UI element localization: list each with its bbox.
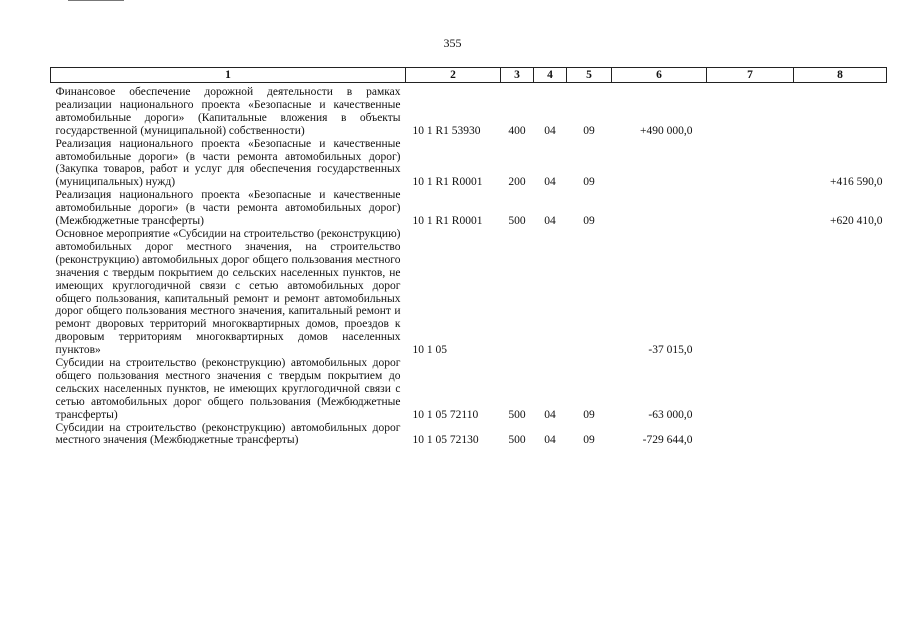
row-col-4: 04: [544, 124, 556, 137]
row-col-5: 09: [583, 176, 595, 189]
page-number: 355: [443, 36, 462, 50]
table-row: [51, 422, 887, 448]
row-col-5: 09: [583, 408, 595, 421]
row-col-4: 04: [544, 408, 556, 421]
header-col-6: 6: [612, 68, 707, 83]
row-col-6: +490 000,0: [640, 124, 693, 137]
row-col-7: [707, 228, 794, 357]
table-row: [51, 138, 887, 190]
row-col-7: [707, 422, 794, 448]
table-row: [51, 86, 887, 138]
row-description: Основное мероприятие «Субсидии на строительство (реконструкцию) автомобильных дорог местного значения, на строительство (реконструкцию) автомобильных дорог общего пользования местного значения с твердым покрытием до сельских населенных пунктов, не имеющих круглогодичной связи с сетью автомобильных дорог общего пользования, капитальный ремонт и ремонт автомобильных дорог общего пользования местного значения, капитальный ремонт и ремонт дворовых территорий многоквартирных домов, проездов к дворовым территориям многоквартирных домов населенных пунктов»: [55, 227, 401, 357]
row-code: 10 1 R1 R0001: [412, 215, 483, 228]
row-description: Субсидии на строительство (реконструкцию) автомобильных дорог местного значения (Межбюджетные трансферты): [55, 421, 401, 447]
table-row: [51, 228, 887, 357]
row-col-7: [707, 138, 794, 190]
row-col-5: 09: [583, 124, 595, 137]
row-description: Субсидии на строительство (реконструкцию) автомобильных дорог общего пользования местного значения с твердым покрытием до сельских населенных пунктов, не имеющих круглогодичной связи с сетью автомобильных дорог общего пользования (Межбюджетные трансферты): [55, 357, 401, 421]
header-col-7: 7: [707, 68, 794, 83]
row-code: 10 1 05 72110: [412, 408, 479, 421]
table-row: [51, 189, 887, 228]
top-scan-mark: [68, 0, 124, 1]
header-col-2: 2: [406, 68, 501, 83]
row-col-5: 09: [583, 215, 595, 228]
row-code: 10 1 R1 R0001: [412, 176, 483, 189]
row-col-7: [707, 86, 794, 138]
row-col-7: [707, 189, 794, 228]
row-col-4: 04: [544, 215, 556, 228]
row-col-5: 09: [583, 434, 595, 447]
header-col-8: 8: [794, 68, 887, 83]
table-header-row: [51, 68, 887, 83]
header-col-1: 1: [51, 68, 406, 83]
row-col-4: 04: [544, 176, 556, 189]
row-col-3: 500: [508, 215, 526, 228]
row-col-7: [707, 357, 794, 422]
row-col-6: -729 644,0: [642, 434, 693, 447]
row-col-3: 500: [508, 434, 526, 447]
row-col-6: -37 015,0: [648, 344, 693, 357]
row-col-6: [612, 138, 707, 190]
row-col-3: 500: [508, 408, 526, 421]
row-code: 10 1 R1 53930: [412, 124, 481, 137]
row-description: Финансовое обеспечение дорожной деятельности в рамках реализации национального проекта «Безопасные и качественные автомобильные дороги» (Капитальные вложения в объекты государственной (муниципальной) собственности): [55, 86, 401, 137]
row-col-8: +620 410,0: [830, 215, 883, 228]
row-col-8: [794, 357, 887, 422]
row-col-6: -63 000,0: [648, 408, 693, 421]
table-row: [51, 357, 887, 422]
row-col-3: 200: [508, 176, 526, 189]
row-description: Реализация национального проекта «Безопасные и качественные автомобильные дороги» (в части ремонта автомобильных дорог) (Закупка товаров, работ и услуг для обеспечения государственных (муниципальных) нужд): [55, 137, 401, 189]
row-code: 10 1 05 72130: [412, 434, 479, 447]
header-col-3: 3: [501, 68, 534, 83]
row-col-3: 400: [508, 124, 526, 137]
row-col-4: 04: [544, 434, 556, 447]
budget-table: [50, 67, 887, 447]
row-col-8: [794, 422, 887, 448]
row-col-4: [534, 228, 567, 357]
header-col-4: 4: [534, 68, 567, 83]
header-col-5: 5: [567, 68, 612, 83]
row-col-5: [567, 228, 612, 357]
row-col-8: [794, 86, 887, 138]
row-col-3: [501, 228, 534, 357]
row-code: 10 1 05: [412, 344, 447, 357]
row-description: Реализация национального проекта «Безопасные и качественные автомобильные дороги» (в части ремонта автомобильных дорог) (Межбюджетные трансферты): [55, 189, 401, 228]
row-col-8: [794, 228, 887, 357]
row-col-6: [612, 189, 707, 228]
row-col-8: +416 590,0: [830, 176, 883, 189]
